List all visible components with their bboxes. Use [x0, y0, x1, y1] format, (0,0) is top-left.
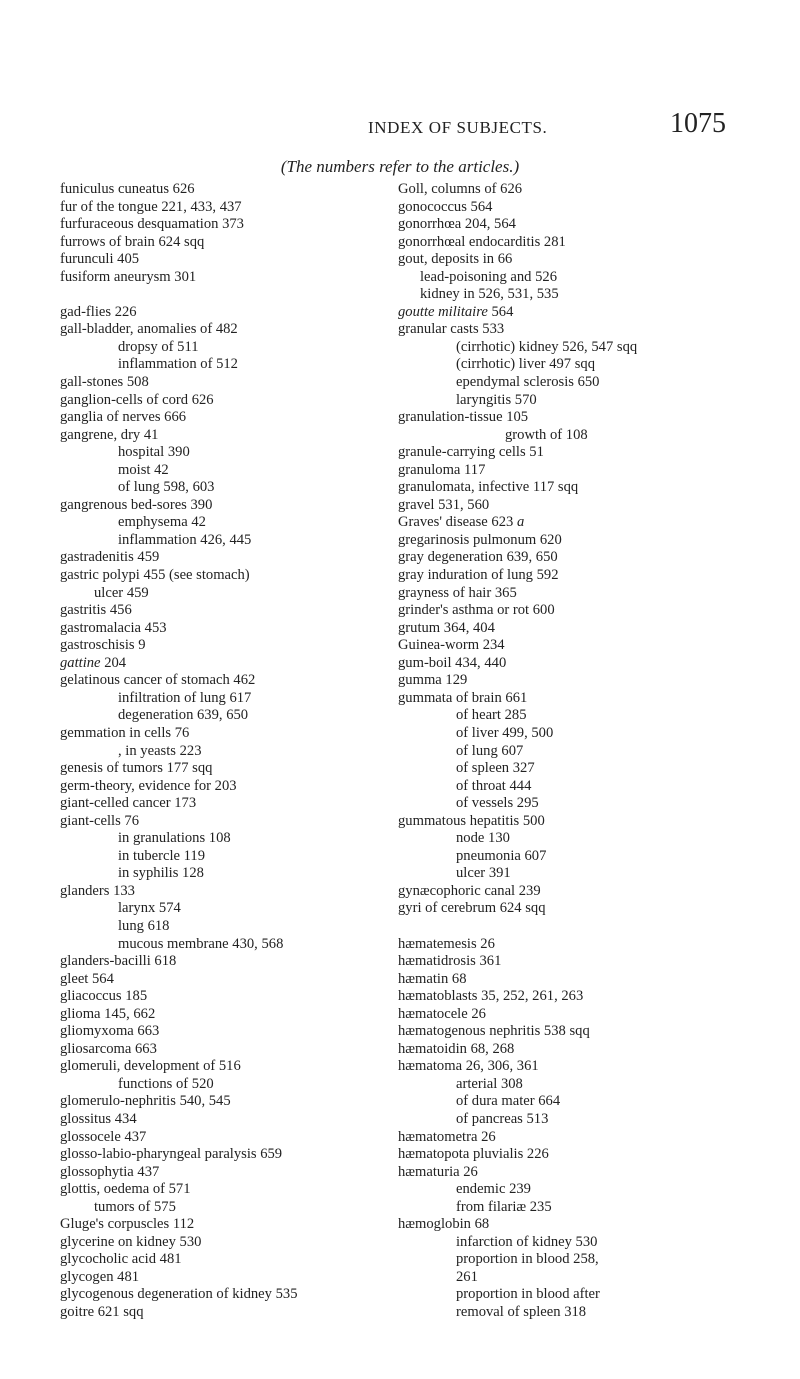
index-entry: of dura mater 664 [456, 1093, 561, 1110]
index-entry: hæmatometra 26 [398, 1128, 496, 1145]
index-entry: furfuraceous desquamation 373 [60, 216, 244, 233]
index-entry: glossitus 434 [60, 1110, 137, 1127]
index-entry: gynæcophoric canal 239 [398, 882, 541, 899]
index-entry: (cirrhotic) liver 497 sqq [456, 356, 596, 373]
index-entry: ganglia of nerves 666 [60, 409, 187, 426]
index-entry: Goll, columns of 626 [398, 181, 523, 197]
index-gap [60, 286, 440, 304]
index-entry: gastritis 456 [60, 602, 132, 619]
index-entry: Guinea-worm 234 [398, 637, 505, 654]
index-entry: gravel 531, 560 [398, 496, 490, 513]
index-entry: glanders 133 [60, 882, 135, 899]
index-entry: hæmatocele 26 [398, 1005, 486, 1022]
index-entry: laryngitis 570 [456, 391, 537, 408]
index-entry: in syphilis 128 [118, 865, 204, 882]
index-entry: gastromalacia 453 [60, 619, 167, 636]
index-entry: glosso-labio-pharyngeal paralysis 659 [60, 1146, 283, 1163]
index-entry: gliacoccus 185 [60, 988, 148, 1005]
index-column-left [60, 181, 440, 1322]
index-entry: of heart 285 [456, 707, 527, 724]
index-entry: inflammation of 512 [118, 356, 238, 373]
index-entry: giant-celled cancer 173 [60, 795, 197, 812]
index-entry: degeneration 639, 650 [118, 707, 249, 724]
index-entry: glycerine on kidney 530 [60, 1233, 202, 1250]
index-entry: gastroschisis 9 [60, 637, 146, 654]
index-entry: gastric polypi 455 (see stomach) [60, 567, 250, 584]
index-entry: hæmatidrosis 361 [398, 953, 502, 970]
index-entry: fur of the tongue 221, 433, 437 [60, 198, 242, 215]
index-entry: Gluge's corpuscles 112 [60, 1216, 195, 1233]
index-entry: , in yeasts 223 [118, 742, 202, 759]
index-entry: hæmatoidin 68, 268 [398, 1040, 515, 1057]
index-entry: lead-poisoning and 526 [420, 268, 557, 285]
index-entry: ulcer 459 [94, 584, 149, 601]
index-entry: 261 [456, 1268, 478, 1285]
index-entry: tumors of 575 [94, 1198, 176, 1215]
index-entry: from filariæ 235 [456, 1198, 552, 1215]
index-entry: Graves' disease 623 a [398, 514, 525, 531]
index-entry: goitre 621 sqq [60, 1304, 144, 1320]
index-note: (The numbers refer to the articles.) [280, 157, 520, 176]
index-entry: germ-theory, evidence for 203 [60, 777, 237, 794]
index-entry: gattine 204 [60, 654, 127, 671]
index-entry: hæmatoma 26, 306, 361 [398, 1058, 539, 1075]
index-entry: gall-stones 508 [60, 374, 149, 391]
index-entry: gray induration of lung 592 [398, 567, 559, 584]
index-entry: grinder's asthma or rot 600 [398, 602, 555, 619]
index-entry: node 130 [456, 830, 510, 847]
index-entry: gad-flies 226 [60, 303, 137, 320]
index-entry: glycogen 481 [60, 1268, 140, 1285]
index-entry: gastradenitis 459 [60, 549, 160, 566]
index-entry: gumma 129 [398, 672, 468, 689]
index-entry: glossocele 437 [60, 1128, 147, 1145]
index-entry: funiculus cuneatus 626 [60, 181, 195, 197]
index-entry: granule-carrying cells 51 [398, 444, 544, 461]
index-entry: kidney in 526, 531, 535 [420, 286, 559, 303]
index-entry: glycocholic acid 481 [60, 1251, 182, 1268]
index-entry: functions of 520 [118, 1075, 214, 1092]
index-entry: gonorrhœa 204, 564 [398, 216, 516, 233]
index-entry: gonococcus 564 [398, 198, 493, 215]
index-entry: removal of spleen 318 [456, 1304, 587, 1320]
index-entry: gummatous hepatitis 500 [398, 812, 545, 829]
index-entry: lung 618 [118, 917, 170, 934]
index-entry: gout, deposits in 66 [398, 251, 513, 268]
index-entry: mucous membrane 430, 568 [118, 935, 284, 952]
index-entry: gleet 564 [60, 970, 114, 987]
index-entry: glottis, oedema of 571 [60, 1181, 191, 1198]
index-entry: ganglion-cells of cord 626 [60, 391, 214, 408]
index-entry: glomerulo-nephritis 540, 545 [60, 1093, 231, 1110]
index-entry: of vessels 295 [456, 795, 539, 812]
index-entry: (cirrhotic) kidney 526, 547 sqq [456, 338, 638, 355]
index-entry: proportion in blood after [456, 1286, 600, 1303]
index-entry: larynx 574 [118, 900, 181, 917]
index-entry: ependymal sclerosis 650 [456, 374, 600, 391]
index-entry: hæmatogenous nephritis 538 sqq [398, 1023, 590, 1040]
index-entry: emphysema 42 [118, 514, 206, 531]
index-entry: fusiform aneurysm 301 [60, 268, 197, 285]
index-entry: hæmatin 68 [398, 970, 467, 987]
index-entry: of lung 607 [456, 742, 524, 759]
index-entry: glioma 145, 662 [60, 1005, 156, 1022]
index-entry: grayness of hair 365 [398, 584, 517, 601]
index-entry: gyri of cerebrum 624 sqq [398, 900, 546, 917]
index-entry: hæmatoblasts 35, 252, 261, 263 [398, 988, 584, 1005]
index-entry: hæmoglobin 68 [398, 1216, 490, 1233]
index-entry: growth of 108 [505, 426, 588, 443]
index-entry: gangrenous bed-sores 390 [60, 496, 213, 513]
index-entry: gonorrhœal endocarditis 281 [398, 233, 566, 250]
index-entry: gemmation in cells 76 [60, 724, 190, 741]
index-entry: gliosarcoma 663 [60, 1040, 157, 1057]
index-entry: granular casts 533 [398, 321, 505, 338]
index-entry: gangrene, dry 41 [60, 426, 159, 443]
index-entry: dropsy of 511 [118, 338, 199, 355]
index-entry: furrows of brain 624 sqq [60, 233, 205, 250]
page-number: 1075 [670, 108, 726, 139]
index-entry: gummata of brain 661 [398, 689, 528, 706]
index-entry: gall-bladder, anomalies of 482 [60, 321, 238, 338]
index-entry: gray degeneration 639, 650 [398, 549, 558, 566]
index-entry: of pancreas 513 [456, 1110, 549, 1127]
index-entry: endemic 239 [456, 1181, 531, 1198]
index-entry: glanders-bacilli 618 [60, 953, 177, 970]
index-entry: gelatinous cancer of stomach 462 [60, 672, 256, 689]
index-entry: gum-boil 434, 440 [398, 654, 507, 671]
index-entry: moist 42 [118, 461, 169, 478]
index-entry: glycogenous degeneration of kidney 535 [60, 1286, 298, 1303]
index-entry: arterial 308 [456, 1075, 523, 1092]
index-entry: inflammation 426, 445 [118, 531, 252, 548]
index-entry: proportion in blood 258, [456, 1251, 599, 1268]
index-entry: gliomyxoma 663 [60, 1023, 160, 1040]
page-header [0, 108, 800, 156]
index-entry: infarction of kidney 530 [456, 1233, 598, 1250]
index-entry: of liver 499, 500 [456, 724, 554, 741]
index-entry: grutum 364, 404 [398, 619, 495, 636]
running-title: INDEX OF SUBJECTS. [368, 118, 548, 137]
index-entry: furunculi 405 [60, 251, 140, 268]
index-entry: in tubercle 119 [118, 847, 205, 864]
index-entry: gregarinosis pulmonum 620 [398, 531, 562, 548]
index-gap [398, 918, 778, 936]
index-entry: of spleen 327 [456, 760, 535, 777]
index-entry: giant-cells 76 [60, 812, 140, 829]
index-entry: ulcer 391 [456, 865, 511, 882]
index-entry: pneumonia 607 [456, 847, 547, 864]
index-entry: genesis of tumors 177 sqq [60, 760, 213, 777]
index-column-right [398, 181, 778, 1322]
index-entry: granuloma 117 [398, 461, 486, 478]
index-entry: hæmatemesis 26 [398, 935, 495, 952]
index-entry: granulomata, infective 117 sqq [398, 479, 579, 496]
index-entry: of lung 598, 603 [118, 479, 215, 496]
index-entry: in granulations 108 [118, 830, 231, 847]
index-entry: hæmaturia 26 [398, 1163, 478, 1180]
index-entry: hospital 390 [118, 444, 190, 461]
index-entry: infiltration of lung 617 [118, 689, 252, 706]
index-entry: of throat 444 [456, 777, 532, 794]
index-entry: granulation-tissue 105 [398, 409, 529, 426]
index-entry: hæmatopota pluvialis 226 [398, 1146, 549, 1163]
index-entry: glomeruli, development of 516 [60, 1058, 241, 1075]
index-entry: glossophytia 437 [60, 1163, 160, 1180]
index-entry: goutte militaire 564 [398, 303, 514, 320]
